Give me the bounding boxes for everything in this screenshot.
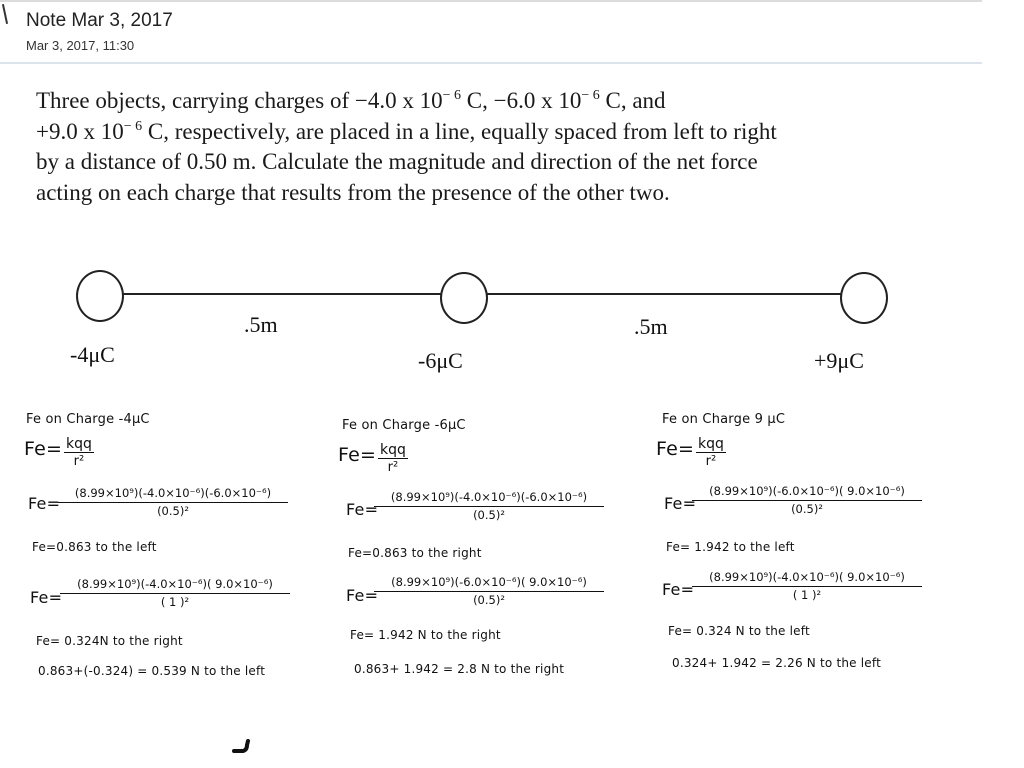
solution-heading: Fe on Charge 9 μC bbox=[662, 412, 786, 427]
force-result: Fe=0.863 to the right bbox=[348, 546, 482, 560]
coulomb-formula: kqq r² bbox=[698, 436, 724, 469]
problem-line-2: +9.0 x $10^{- 6}$ C, respectively, are placed in a line, equally spaced from left to right bbox=[36, 118, 777, 144]
pen-stroke-mark bbox=[2, 4, 8, 24]
formula-lhs: Fe= bbox=[24, 438, 63, 460]
note-datetime: Mar 3, 2017, 11:30 bbox=[26, 38, 135, 53]
charge-diagram bbox=[0, 260, 1024, 390]
calc-fraction: $\frac{\text{(8.99×10⁹)(-4.0×10⁻⁶)( 9.0×10⁻⁶)}}{\text{( 1 )²}}$ bbox=[692, 570, 922, 602]
calc-lhs: Fe= bbox=[346, 586, 379, 605]
force-result: Fe= 0.324N to the right bbox=[36, 634, 183, 648]
charge-circle bbox=[440, 272, 488, 324]
problem-statement bbox=[36, 86, 956, 208]
charge-circle bbox=[840, 272, 888, 324]
spacing-label: .5m bbox=[634, 314, 668, 339]
formula-lhs: Fe= bbox=[338, 444, 377, 466]
calc-lhs: Fe= bbox=[346, 500, 379, 519]
problem-line-1: Three objects, carrying charges of −4.0 x $10^{- 6}$ C, −6.0 x $10^{- 6}$ C, and bbox=[36, 88, 666, 113]
calc-fraction: $\frac{\text{(8.99×10⁹)(-4.0×10⁻⁶)(-6.0×10⁻⁶)}}{\text{(0.5)²}}$ bbox=[58, 486, 288, 518]
force-result: Fe= 0.324 N to the left bbox=[668, 624, 810, 638]
problem-line-4: acting on each charge that results from the presence of the other two. bbox=[36, 179, 670, 205]
charge-circle bbox=[76, 270, 124, 322]
charge-label: -6μC bbox=[418, 348, 463, 373]
calc-fraction: $\frac{\text{(8.99×10⁹)(-4.0×10⁻⁶)(-6.0×10⁻⁶)}}{\text{(0.5)²}}$ bbox=[374, 490, 604, 522]
calc-lhs: Fe= bbox=[30, 588, 63, 607]
charge-label: +9μC bbox=[814, 348, 864, 373]
formula-lhs: Fe= bbox=[656, 438, 695, 460]
connector-line bbox=[120, 293, 442, 295]
net-force: 0.863+ 1.942 = 2.8 N to the right bbox=[354, 662, 565, 676]
solution-heading: Fe on Charge -4μC bbox=[26, 412, 150, 427]
problem-line-3: by a distance of 0.50 m. Calculate the magnitude and direction of the net force bbox=[36, 149, 758, 174]
force-result: Fe=0.863 to the left bbox=[32, 540, 157, 554]
solution-heading: Fe on Charge -6μC bbox=[342, 418, 466, 433]
force-result: Fe= 1.942 to the left bbox=[666, 540, 795, 554]
force-result: Fe= 1.942 N to the right bbox=[350, 628, 501, 642]
note-header bbox=[0, 0, 982, 64]
pen-scribble-mark bbox=[232, 738, 254, 754]
calc-lhs: Fe= bbox=[664, 494, 697, 513]
calc-lhs: Fe= bbox=[28, 494, 61, 513]
net-force: 0.324+ 1.942 = 2.26 N to the left bbox=[672, 656, 881, 670]
spacing-label: .5m bbox=[244, 312, 278, 337]
calc-fraction: $\frac{\text{(8.99×10⁹)(-6.0×10⁻⁶)( 9.0×10⁻⁶)}}{\text{(0.5)²}}$ bbox=[374, 575, 604, 607]
connector-line bbox=[486, 293, 842, 295]
calc-lhs: Fe= bbox=[662, 580, 695, 599]
charge-label: -4μC bbox=[70, 342, 115, 367]
note-title: Note Mar 3, 2017 bbox=[26, 10, 173, 31]
calc-fraction: $\frac{\text{(8.99×10⁹)(-6.0×10⁻⁶)( 9.0×10⁻⁶)}}{\text{(0.5)²}}$ bbox=[692, 484, 922, 516]
coulomb-formula: kqq r² bbox=[380, 442, 406, 475]
calc-fraction: $\frac{\text{(8.99×10⁹)(-4.0×10⁻⁶)( 9.0×10⁻⁶)}}{\text{( 1 )²}}$ bbox=[60, 577, 290, 609]
coulomb-formula: kqq r² bbox=[66, 436, 92, 469]
net-force: 0.863+(-0.324) = 0.539 N to the left bbox=[38, 664, 266, 678]
